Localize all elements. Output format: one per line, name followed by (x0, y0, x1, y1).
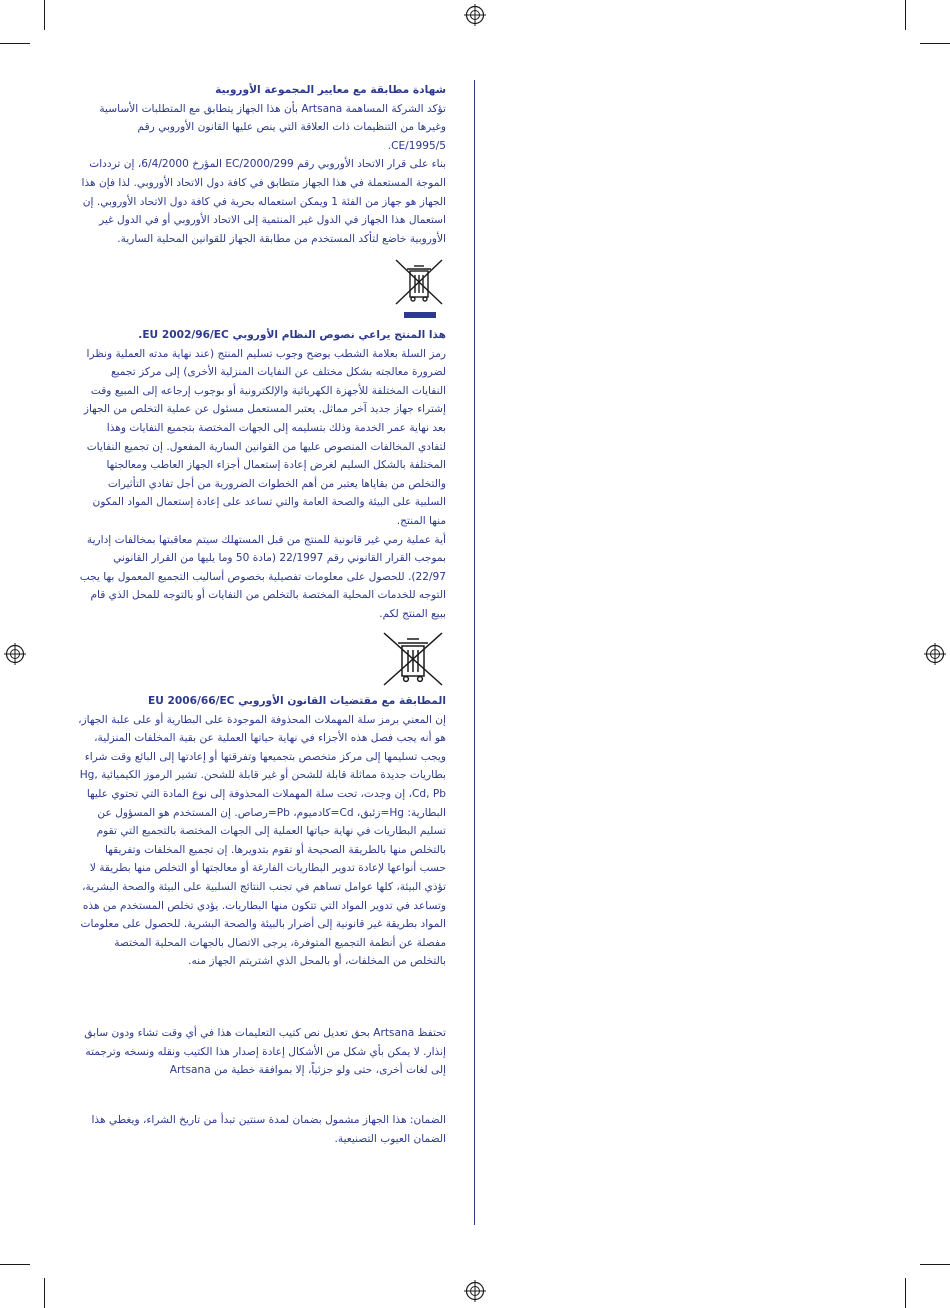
crop-mark (920, 43, 950, 44)
column-divider (474, 80, 475, 1225)
registration-mark-icon (4, 643, 26, 665)
warranty-section (76, 1111, 446, 1148)
paragraph: الضمان: هذا الجهاز مشمول بضمان لمدة سنتين تبدأ من تاريخ الشراء، ويغطي هذا الضمان العيوب التصنيعية. (91, 1114, 446, 1145)
crossed-out-bin-icon (392, 257, 446, 307)
paragraph: تؤكد الشركة المساهمة Artsana بأن هذا الجهاز يتطابق مع المتطلبات الأساسية وغيرها من التنظيمات ذات العلاقة التي ينص عليها القانون الأوروبي رقم CE/1995/5. (99, 102, 446, 152)
paragraph: إن المعني برمز سلة المهملات المحذوفة الموجودة على البطارية أو على علبة الجهاز، هو أنه يجب فصل هذه الأجزاء في نهاية حياتها العملية عن بقية المخلفات المنزلية، ويجب تسليمها إلى مركز متخصص بتجميعها وتفرقتها أو إعادتها إلى البائع وقت شراء بطاريات جديدة مماثلة قابلة للشحن أو غير قابلة للشحن. تشير الرموز الكيميائية Hg, Cd, Pb، إن وجدت، تحت سلة المهملات المحذوفة إلى نوع المادة التي تحتوي عليها البطارية: Hg=زئبق، Cd=كادميوم، Pb=رصاص. إن المستخدم هو المسؤول عن تسليم البطاريات في نهاية حياتها العملية إلى الجهات المختصة بالتجميع التي تقوم بالتخلص منها بالطريقة الصحيحة أو تقوم بتدويرها. إن تجميع المخلفات وتفريقها حسب أنواعها لإعادة تدوير البطاريات الفارغة أو معالجتها أو التخلص منها بطريقة لا تؤذي البيئة، كلها عوامل تساهم في تجنب النتائج السلبية على البيئة والصحة البشرية، وتساعد في تدوير المواد التي تتكون منها البطاريات. يؤدي تخلص المستخدم من هذه المواد بطريقة غير قانونية إلى أضرار بالبيئة والصحة البشرية. للحصول على معلومات مفصلة عن أنظمة التجميع المتوفرة، يرجى الاتصال بالجهات المحلية المختصة بالتخلص من المخلفات، أو بالمحل الذي اشتريتم الجهاز منه. (78, 713, 446, 968)
crop-mark (905, 0, 906, 30)
registration-mark-icon (464, 4, 486, 26)
paragraph: بناء على قرار الاتحاد الأوروبي رقم EC/2000/299 المؤرخ 6/4/2000، إن ترددات الموجة المستعملة في هذا الجهاز متطابق في كافة دول الاتحاد الأوروبي. لذا فإن هذا الجهاز هو جهاز من الفئة 1 ويمكن استعماله بحرية في كافة دول الاتحاد الأوروبي. إن استعمال هذا الجهاز في الدول غير المنتمية إلى الاتحاد الأوروبي أو في الدول غير الأوروبية خاضع لتأكد المستخدم من مطابقة الجهاز للقوانين المحلية السارية. (81, 158, 446, 245)
bin-underline-bar (404, 312, 436, 318)
batteries-section (76, 692, 446, 971)
crop-mark (0, 43, 30, 44)
paragraph: رمز السلة بعلامة الشطب يوضح وجوب تسليم المنتج (عند نهاية مدته العملية ونظرا لضرورة معالجته بشكل مختلف عن النفايات المنزلية الأخرى) إلى مركز تجميع النفايات المختلفة للأجهزة الكهربائية والإلكترونية أو بوجوب إرجاعه إلى المبيع وقت إشتراء جهاز جديد آخر مماثل. يعتبر المستعمل مسئول عن عملية التخلص من الجهاز بعد نهاية عمر الخدمة وذلك بتسليمه إلى الجهات المختصة بتجميع النفايات وهذا لتفادي المخالفات المنصوص عليها من القوانين السارية المفعول. إن تجميع النفايات المختلفة بالشكل السليم لغرض إعادة إستعمال أجزاء الجهاز العاطب ومعالجتها والتخلص من بقاياها يعتبر من أهم الخطوات الضرورية من أجل تفادي التأثيرات السلبية على البيئة والصحة العامة والتي تساعد على إعادة إستعمال المواد المكون منها المنتج. (83, 347, 446, 527)
rights-section (76, 1024, 446, 1080)
crossed-out-bin-icon (380, 630, 446, 688)
crop-mark (0, 1264, 30, 1265)
crop-mark (920, 1264, 950, 1265)
registration-mark-icon (464, 1280, 486, 1302)
conformity-section (76, 81, 446, 248)
weee-section (76, 326, 446, 624)
registration-mark-icon (924, 643, 946, 665)
paragraph: أية عملية رمي غير قانونية للمنتج من قبل المستهلك سيتم معاقبتها بمخالفات إدارية بموجب القرار القانوني رقم 22/1997 (مادة 50 وما يليها من القرار القانوني 22/97). للحصول على معلومات تفصيلية بخصوص أساليب التجميع المعمول بها يجب التوجه للخدمات المحلية المختصة بالتخلص من النفايات أو بالتوجه للمحل الذي قام ببيع المنتج لكم. (79, 533, 446, 620)
paragraph: تحتفظ Artsana بحق تعديل نص كتيب التعليمات هذا في أي وقت تشاء ودون سابق إنذار. لا يمكن بأي شكل من الأشكال إعادة إصدار هذا الكتيب ونقله ونسخه وترجمته إلى لغات أخرى، حتى ولو جزئياً، إلا بموافقة خطية من Artsana (84, 1027, 446, 1077)
crop-mark (905, 1278, 906, 1308)
section-title: هذا المنتج يراعي نصوص النظام الأوروبي EU 2002/96/EC. (138, 329, 446, 341)
crop-mark (44, 1278, 45, 1308)
section-title: شهادة مطابقة مع معايير المجموعة الأوروبية (215, 84, 446, 96)
crop-mark (44, 0, 45, 30)
section-title: المطابقة مع مقتضيات القانون الأوروبي EU 2006/66/EC (147, 695, 446, 707)
